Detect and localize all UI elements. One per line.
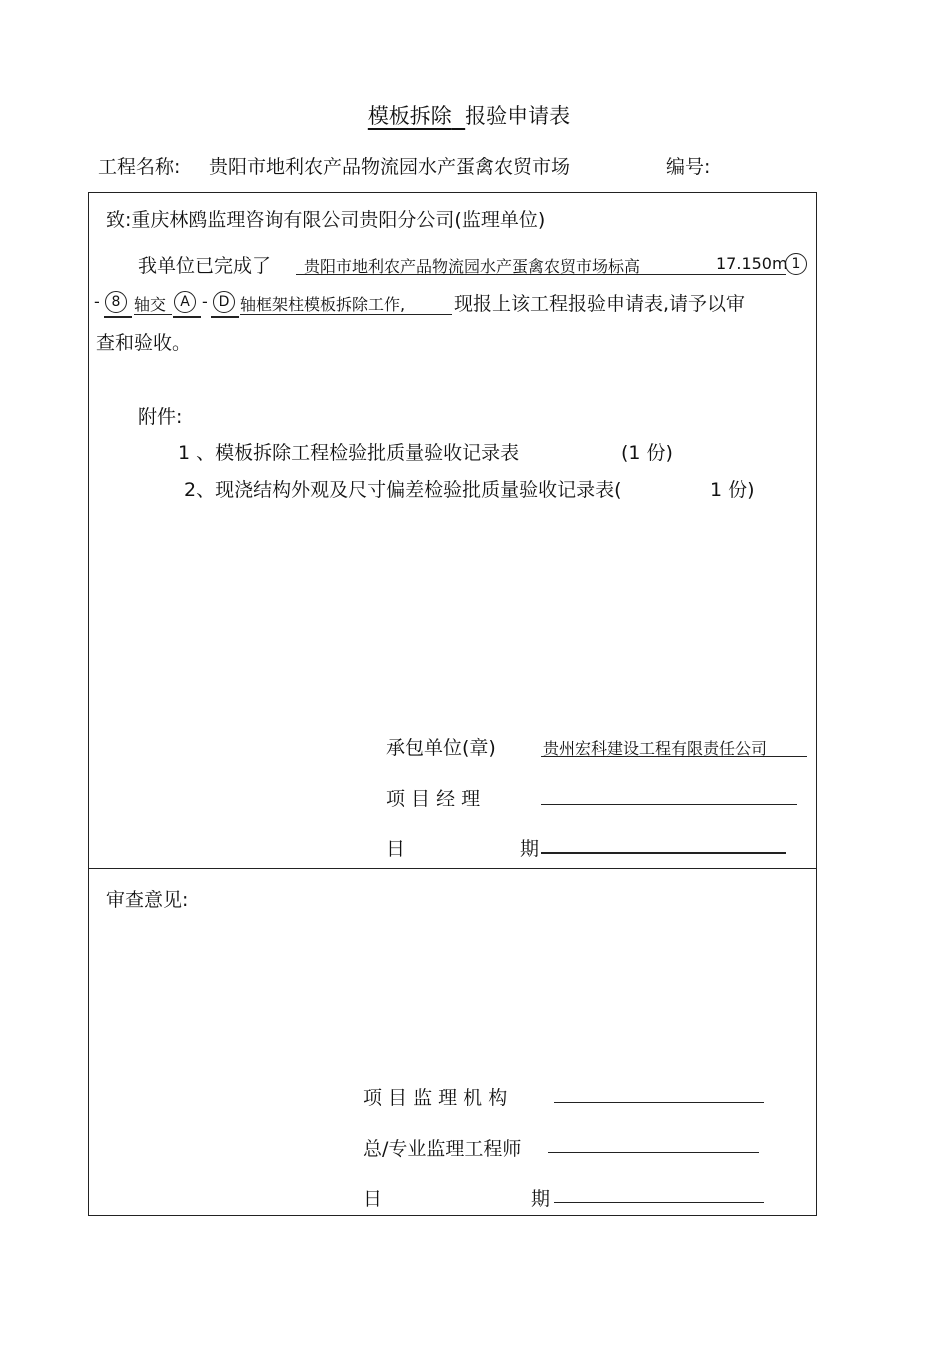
review-label: 审查意见: xyxy=(106,889,189,911)
pm-signature-line xyxy=(541,804,797,805)
axis-underline-1 xyxy=(104,316,132,318)
axis-d-label: D xyxy=(213,291,235,313)
axis-underline-3 xyxy=(211,316,239,318)
date-line-1 xyxy=(541,852,786,854)
completed-fill-text: 贵阳市地利农产品物流园水产蛋禽农贸市场标高 xyxy=(304,257,641,276)
axis-dash-1: - xyxy=(94,292,100,311)
date-label-2b: 期 xyxy=(531,1188,551,1210)
axis-cross: 轴交 xyxy=(134,295,167,314)
org-line xyxy=(554,1102,764,1103)
date-label-1b: 期 xyxy=(520,838,540,860)
completed-fill-line xyxy=(296,254,786,275)
work-desc-underline xyxy=(240,314,452,315)
completed-prefix: 我单位已完成了 xyxy=(138,255,272,277)
review-section xyxy=(88,868,817,1216)
engineer-label: 总/专业监理工程师 xyxy=(363,1138,522,1160)
engineer-line xyxy=(548,1152,759,1153)
title-underlined: 模板拆除 xyxy=(367,104,452,128)
contractor-line xyxy=(541,736,807,757)
axis-d-circle xyxy=(213,291,235,313)
axis-8-circle xyxy=(105,291,127,313)
org-label: 项 目 监 理 机 构 xyxy=(363,1087,508,1109)
date-line-2 xyxy=(554,1202,764,1203)
work-desc: 轴框架柱模板拆除工作, xyxy=(240,295,406,314)
date-label-2a: 日 xyxy=(363,1188,383,1210)
axis-dash-2: - xyxy=(202,292,208,311)
number-label: 编号: xyxy=(666,156,711,178)
pm-label: 项 目 经 理 xyxy=(386,788,481,810)
project-label: 工程名称: xyxy=(98,156,181,178)
axis-a-label: A xyxy=(174,291,196,313)
attachments-label: 附件: xyxy=(138,406,183,428)
axis-1-label: 1 xyxy=(785,253,807,275)
elevation: 17.150m xyxy=(716,254,788,273)
form-title xyxy=(0,100,938,130)
project-name: 贵阳市地利农产品物流园水产蛋禽农贸市场 xyxy=(209,156,571,178)
contractor-label: 承包单位(章) xyxy=(386,737,496,759)
axis-cross-underline xyxy=(134,314,172,315)
date-label-1a: 日 xyxy=(386,838,406,860)
attachment-1-count: (1 份) xyxy=(621,442,673,464)
attachment-2-count: 1 份) xyxy=(710,479,755,501)
axis-1-circle xyxy=(785,253,807,275)
review-accept: 查和验收。 xyxy=(96,332,192,354)
to-line: 致:重庆林鸥监理咨询有限公司贵阳分公司(监理单位) xyxy=(106,209,546,231)
axis-8-label: 8 xyxy=(105,291,127,313)
attachment-1: 1 、模板拆除工程检验批质量验收记录表 xyxy=(178,442,520,464)
contractor-name: 贵州宏科建设工程有限责任公司 xyxy=(543,739,768,758)
title-underline-gap xyxy=(452,104,465,128)
axis-a-circle xyxy=(174,291,196,313)
attachment-2: 2、现浇结构外观及尺寸偏差检验批质量验收记录表( xyxy=(184,479,622,501)
title-rest: 报验申请表 xyxy=(465,104,571,128)
report-text: 现报上该工程报验申请表,请予以审 xyxy=(454,293,746,315)
axis-underline-2 xyxy=(173,316,201,318)
